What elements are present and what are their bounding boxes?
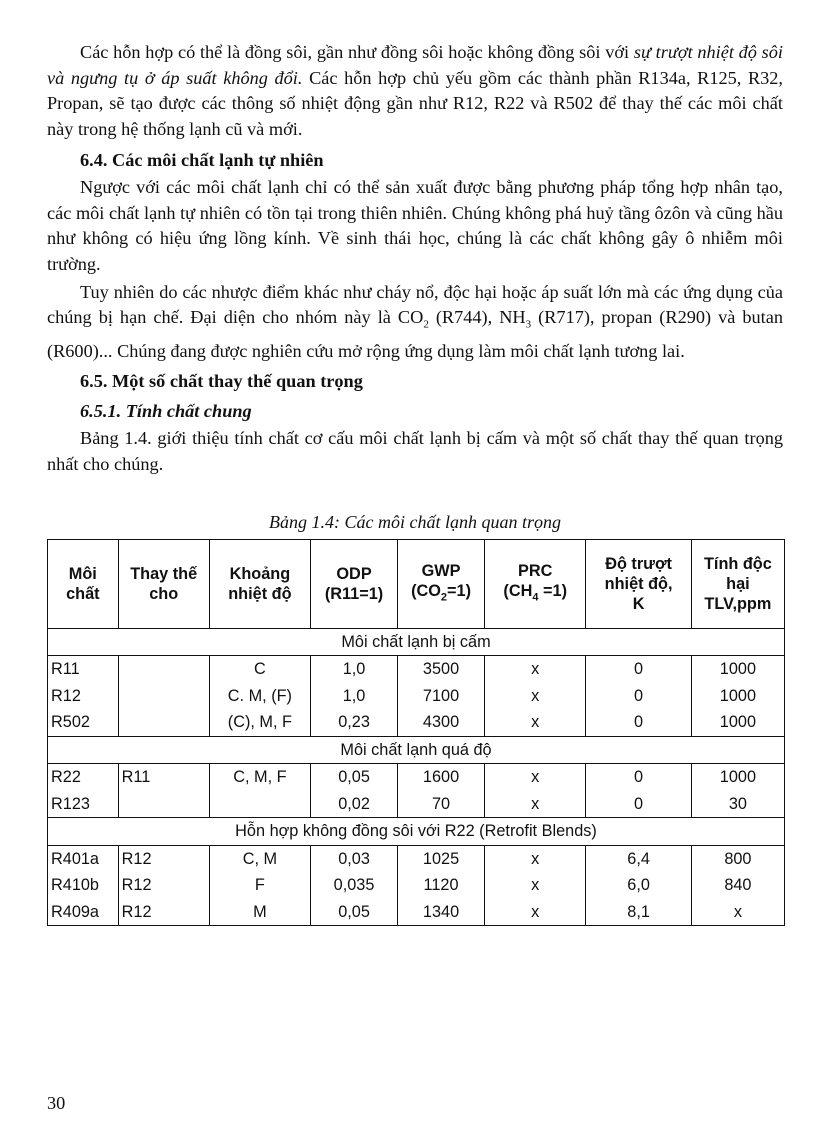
table-section-row (48, 818, 785, 846)
heading-6-4: 6.4. Các môi chất lạnh tự nhiên (80, 149, 324, 170)
cell-prc: x (485, 872, 586, 899)
cell-prc: x (485, 656, 586, 683)
paragraph-table-intro: Bảng 1.4. giới thiệu tính chất cơ cấu môi chất lạnh bị cấm và một số chất thay thế quan trọng nhất cho chúng. (47, 428, 783, 475)
cell-temp-range: C, M, F (209, 764, 310, 791)
cell-glide: 8,1 (586, 899, 691, 926)
paragraph-drawbacks: Tuy nhiên do các nhược điểm khác như cháy nổ, độc hại hoặc áp suất lớn mà các ứng dụng của chúng bị hạn chế. Đại diện cho nhóm này là $CO_2$ (R744), $NH_3$ (R717), propan (R290) và butan (R600)... Chúng đang được nghiên cứu mở rộng ứng dụng làm môi chất lạnh tương lai. (47, 281, 784, 361)
table-section-row (48, 736, 785, 764)
cell-temp-range: F (209, 872, 310, 899)
cell-temp-range: C (209, 656, 310, 683)
cell-toxicity: 1000 (691, 656, 784, 683)
cell-toxicity: 1000 (691, 764, 784, 791)
cell-prc: x (485, 764, 586, 791)
header-toxicity: Tính độc hại TLV,ppm (691, 539, 784, 628)
cell-temp-range: C. M, (F) (209, 683, 310, 710)
cell-odp: 0,23 (311, 709, 398, 736)
cell-refrigerant: R123 (48, 791, 119, 818)
header-odp: ODP (R11=1) (311, 539, 398, 628)
cell-odp: 1,0 (311, 683, 398, 710)
section-transitional: Môi chất lạnh quá độ (48, 736, 785, 764)
page-content (47, 40, 783, 926)
header-refrigerant: Môi chất (48, 539, 119, 628)
header-temperature-glide: Độ trượt nhiệt độ, K (586, 539, 691, 628)
heading-6-5-1: 6.5.1. Tính chất chung (80, 401, 252, 422)
refrigerants-table (47, 539, 785, 927)
cell-glide: 0 (586, 709, 691, 736)
cell-glide: 0 (586, 764, 691, 791)
cell-odp: 0,035 (311, 872, 398, 899)
cell-refrigerant: R22 (48, 764, 119, 791)
cell-prc: x (485, 683, 586, 710)
header-temperature-range: Khoảng nhiệt độ (209, 539, 310, 628)
section-banned: Môi chất lạnh bị cấm (48, 628, 785, 656)
cell-gwp: 3500 (398, 656, 485, 683)
cell-prc: x (485, 845, 586, 872)
paragraph-mixtures: Các hỗn hợp có thể là đồng sôi, gần như đồng sôi hoặc không đồng sôi với sự trượt nhiệt độ sôi và ngưng tụ ở áp suất không đổi. Các hỗn hợp chủ yếu gồm các thành phần R134a, R125, R32, Propan, sẽ tạo được các thông số nhiệt động gần như R12, R22 và R502 để thay thế các môi chất này trong hệ thống lạnh cũ và mới. (47, 42, 784, 140)
cell-gwp: 1340 (398, 899, 485, 926)
cell-replaces (118, 656, 209, 683)
cell-toxicity: 1000 (691, 709, 784, 736)
cell-replaces (118, 709, 209, 736)
cell-refrigerant: R12 (48, 683, 119, 710)
cell-glide: 6,4 (586, 845, 691, 872)
header-prc: PRC $(CH_4 =1)$ (485, 539, 586, 628)
cell-replaces (118, 791, 209, 818)
table-row (48, 683, 785, 710)
cell-replaces: R12 (118, 872, 209, 899)
header-gwp: GWP $(CO_2=1)$ (398, 539, 485, 628)
page-number: 30 (47, 1093, 66, 1113)
table-row (48, 764, 785, 791)
cell-temp-range: (C), M, F (209, 709, 310, 736)
cell-refrigerant: R410b (48, 872, 119, 899)
cell-gwp: 4300 (398, 709, 485, 736)
heading-6-5: 6.5. Một số chất thay thế quan trọng (80, 371, 363, 392)
cell-odp: 0,05 (311, 764, 398, 791)
table-row (48, 656, 785, 683)
table-row (48, 899, 785, 926)
cell-gwp: 1120 (398, 872, 485, 899)
cell-prc: x (485, 709, 586, 736)
cell-odp: 0,03 (311, 845, 398, 872)
table-row (48, 709, 785, 736)
table-row (48, 845, 785, 872)
table-header-row (48, 539, 785, 628)
cell-odp: 0,02 (311, 791, 398, 818)
cell-toxicity: 800 (691, 845, 784, 872)
cell-replaces (118, 683, 209, 710)
cell-refrigerant: R401a (48, 845, 119, 872)
cell-replaces: R11 (118, 764, 209, 791)
cell-refrigerant: R11 (48, 656, 119, 683)
paragraph-natural-refrigerants: Ngược với các môi chất lạnh chỉ có thể sản xuất được bằng phương pháp tổng hợp nhân tạo, các môi chất lạnh tự nhiên có tồn tại trong thiên nhiên. Chúng không phá huỷ tầng ôzôn và cũng hầu như không có hiệu ứng lồng kính. Về sinh thái học, chúng là các chất không gây ô nhiễm môi trường. (47, 176, 783, 274)
cell-temp-range (209, 791, 310, 818)
cell-refrigerant: R409a (48, 899, 119, 926)
cell-glide: 0 (586, 683, 691, 710)
cell-toxicity: x (691, 899, 784, 926)
cell-toxicity: 840 (691, 872, 784, 899)
cell-prc: x (485, 899, 586, 926)
table-row (48, 791, 785, 818)
cell-glide: 0 (586, 791, 691, 818)
header-replaces: Thay thế cho (118, 539, 209, 628)
cell-odp: 0,05 (311, 899, 398, 926)
cell-toxicity: 30 (691, 791, 784, 818)
table-caption: Bảng 1.4: Các môi chất lạnh quan trọng (269, 511, 561, 532)
table-section-row (48, 628, 785, 656)
cell-prc: x (485, 791, 586, 818)
cell-gwp: 7100 (398, 683, 485, 710)
cell-glide: 0 (586, 656, 691, 683)
cell-gwp: 1600 (398, 764, 485, 791)
cell-odp: 1,0 (311, 656, 398, 683)
cell-replaces: R12 (118, 899, 209, 926)
cell-glide: 6,0 (586, 872, 691, 899)
cell-refrigerant: R502 (48, 709, 119, 736)
cell-temp-range: M (209, 899, 310, 926)
cell-gwp: 70 (398, 791, 485, 818)
table-row (48, 872, 785, 899)
cell-replaces: R12 (118, 845, 209, 872)
cell-gwp: 1025 (398, 845, 485, 872)
cell-temp-range: C, M (209, 845, 310, 872)
section-retrofit-blends: Hỗn hợp không đồng sôi với R22 (Retrofit Blends) (48, 818, 785, 846)
cell-toxicity: 1000 (691, 683, 784, 710)
